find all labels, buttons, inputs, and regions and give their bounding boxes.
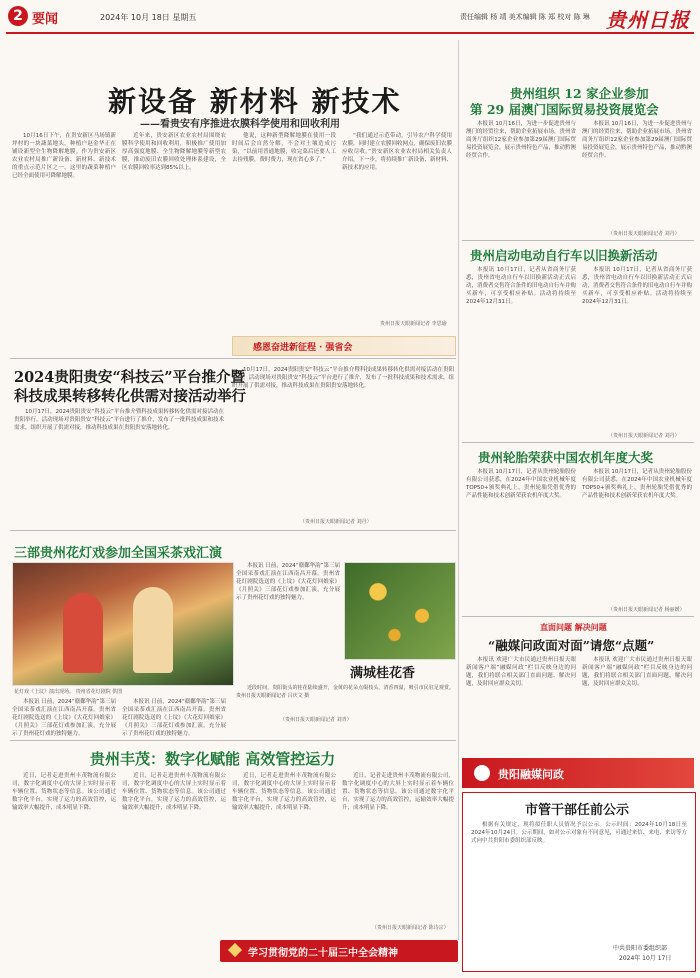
page-number: 2 xyxy=(8,6,28,26)
story3-body-1 xyxy=(12,698,116,736)
story2-headline-1: 2024贵阳贵安“科技云”平台推介暨 xyxy=(14,369,246,386)
right-top-text-1: 本报讯 10月16日，为进一步促进贵州与澳门的经贸往来，帮助企业拓展市场，贵州省商务厅组织12家企业参加第29届澳门国际贸易投资展览会，展示贵州特色产品，推动黔澳经贸合作。 xyxy=(466,121,576,159)
section-divider xyxy=(462,442,694,443)
fengmao-headline: 贵州丰茂：数字化赋能 高效管控运力 xyxy=(90,750,336,768)
fengmao-col-4 xyxy=(342,772,454,922)
performer-figure xyxy=(133,587,173,673)
fengmao-text-2: 近日，记者走进贵州丰茂物流有限公司，数字化调度中心的大屏上实时显示着车辆位置、货物状态等信息。该公司通过数字化平台，实现了运力的高效管控，运输效率大幅提升，成本明显下降。 xyxy=(122,773,226,811)
direct-kicker: 直面问题 解决问题 xyxy=(540,622,607,632)
section-divider xyxy=(10,740,456,741)
story3-text-3: 本报讯 日前，2024“赣鄱华韵”第三届全国采茶戏汇演在江西南昌开幕。贵州省花灯剧院选送的《上坟》《大花灯回娘家》《月照关》三部花灯戏参加汇演，充分展示了贵州花灯戏的独特魅力。 xyxy=(236,563,340,601)
story2-text-2: 10月17日，2024贵阳贵安“科技云”平台推介暨科技成果转移转化供需对接活动在贵阳举行。活动现场对贵阳贵安“科技云”平台进行了推介，发布了一批科技成果和技术需求，组织开展了供需对接，推动科技成果在贵阳贵安落地转化。 xyxy=(232,367,454,389)
ebike-text-2: 本报讯 10月17日，记者从省商务厅获悉，贵州省电动自行车以旧换新活动正式启动，消费者交售符合条件的旧电动自行车并购买新车，可享受相应补贴。活动将持续至2024年12月31日。 xyxy=(582,267,692,305)
story2-body-right xyxy=(232,366,454,516)
osmanthus-title: 满城桂花香 xyxy=(350,666,416,681)
lead-column-2 xyxy=(122,132,226,342)
story2-text: 10月17日，2024贵阳贵安“科技云”平台推介暨科技成果转移转化供需对接活动在贵阳举行。活动现场对贵阳贵安“科技云”平台进行了推介，发布了一批科技成果和技术需求，组织开展了供需对接，推动科技成果在贵阳贵安落地转化。 xyxy=(14,409,224,431)
wenzheng-logo-text: 贵阳融媒问政 xyxy=(498,768,564,781)
right-top-headline-2: 第 29 届澳门国际贸易投资展览会 xyxy=(470,102,659,117)
notice-box xyxy=(462,792,696,972)
story2-byline: （贵州日报天眼新闻记者 刘丹） xyxy=(300,519,372,525)
story3-caption: 花灯戏《上坟》演出现场。 贵州省花灯剧院 供图 xyxy=(14,689,123,695)
fengmao-byline: （贵州日报天眼新闻记者 陈诗宗） xyxy=(372,925,449,931)
fengmao-text-1: 近日，记者走进贵州丰茂物流有限公司，数字化调度中心的大屏上实时显示着车辆位置、货物状态等信息。该公司通过数字化平台，实现了运力的高效管控，运输效率大幅提升，成本明显下降。 xyxy=(12,773,116,811)
fengmao-text-3: 近日，记者走进贵州丰茂物流有限公司，数字化调度中心的大屏上实时显示着车辆位置、货物状态等信息。该公司通过数字化平台，实现了运力的高效管控，运输效率大幅提升，成本明显下降。 xyxy=(232,773,336,811)
osmanthus-photo xyxy=(344,562,456,660)
wenzheng-banner xyxy=(462,758,694,788)
notice-signature: 中共贵阳市委组织部 xyxy=(613,945,668,952)
tire-text-1: 本报讯 10月17日，记者从贵州轮胎股份有限公司获悉，在2024年中国农业机械年度TOP50+颁奖典礼上，贵州轮胎凭借优秀的产品性能和技术创新荣获农机年度大奖。 xyxy=(466,469,576,499)
fengmao-col-2 xyxy=(122,772,226,932)
notice-title: 市管干部任前公示 xyxy=(525,803,630,818)
bottom-theme-text: 学习贯彻党的二十届三中全会精神 xyxy=(248,948,398,959)
tire-text-2: 本报讯 10月17日，记者从贵州轮胎股份有限公司获悉，在2024年中国农业机械年度TOP50+颁奖典礼上，贵州轮胎凭借优秀的产品性能和技术创新荣获农机年度大奖。 xyxy=(582,469,692,499)
tire-col-1 xyxy=(466,468,576,612)
story3-text: 本报讯 日前，2024“赣鄱华韵”第三届全国采茶戏汇演在江西南昌开幕。贵州省花灯剧院选送的《上坟》《大花灯回娘家》《月照关》三部花灯戏参加汇演，充分展示了贵州花灯戏的独特魅力。 xyxy=(12,699,116,736)
fengmao-text-4: 近日，记者走进贵州丰茂物流有限公司，数字化调度中心的大屏上实时显示着车辆位置、货物状态等信息。该公司通过数字化平台，实现了运力的高效管控，运输效率大幅提升，成本明显下降。 xyxy=(342,773,454,811)
section-divider xyxy=(10,530,456,531)
story3-headline: 三部贵州花灯戏参加全国采茶戏汇演 xyxy=(14,546,223,561)
tire-col-2 xyxy=(582,468,692,606)
tire-byline: （贵州日报天眼新闻记者 杨丽媛） xyxy=(608,607,685,613)
fengmao-col-3 xyxy=(232,772,336,932)
right-top-col-2 xyxy=(582,120,692,230)
ebike-col-2 xyxy=(582,266,692,430)
direct-col-1 xyxy=(466,656,576,752)
right-top-col-1 xyxy=(466,120,576,236)
lead-text-4: “我们通过示范带动，引导农户科学使用农膜，同时建立农膜回收网点，确保废旧农膜应收尽收。”贵安新区农业农村局相关负责人介绍，下一步，将持续推广新设备、新材料、新技术的应用。 xyxy=(342,133,452,171)
right-top-byline: （贵州日报天眼新闻记者 刘丹） xyxy=(608,231,680,237)
header-rule xyxy=(6,32,694,34)
osmanthus-caption xyxy=(236,684,454,720)
osmanthus-caption-text: 近段时间，贵阳街头的桂花陆续盛开，金黄的花朵点缀枝头，清香四溢，吸引市民驻足观赏。 贵州日报天眼新闻记者 吕庆文 摄 xyxy=(236,685,454,699)
wenzheng-logo-icon xyxy=(474,765,490,781)
ebike-headline: 贵州启动电动自行车以旧换新活动 xyxy=(470,248,658,263)
page-header xyxy=(0,0,700,38)
notice-text: 根据有关规定，现将拟任职人员情况予以公示。公示时间：2024年10月18日至2024年10月24日。公示期间，如对公示对象有不同意见，可通过来信、来电、来访等方式向中共贵阳市委组织部反映。 xyxy=(471,822,687,844)
notice-date: 2024年 10月 17日 xyxy=(619,955,672,962)
tire-headline: 贵州轮胎荣获中国农机年度大奖 xyxy=(478,450,654,465)
lead-text-1: 10月16日下午，在贵安新区马场镇新坪村的一块蔬菜地头，种植户赵金华正在铺设新型全生物降解地膜。作为贵安新区农业农村局推广新设备、新材料、新技术的重点示范片区之一，这里的蔬菜种植户已经全面使用可降解地膜。 xyxy=(12,133,116,179)
lead-text-2: 近年来，贵安新区农业农村局围绕农膜科学使用和回收利用，积极推广使用加厚高强度地膜、全生物降解地膜等新型农膜，推动废旧农膜回收处理体系建设，全区农膜回收率达到85%以上。 xyxy=(122,133,226,171)
section-divider xyxy=(462,616,694,617)
opera-photo xyxy=(12,562,234,686)
story3-text-2: 本报讯 日前，2024“赣鄱华韵”第三届全国采茶戏汇演在江西南昌开幕。贵州省花灯剧院选送的《上坟》《大花灯回娘家》《月照关》三部花灯戏参加汇演，充分展示了贵州花灯戏的独特魅力。 xyxy=(122,699,226,736)
lead-text-3: 他说，这种新型降解地膜在使用一段时间后会自然分解，不会对土壤造成污染，“以前用普通地膜，收完菜后还要人工去捡残膜，费时费力，现在省心多了。” xyxy=(232,133,336,163)
column-divider xyxy=(458,40,459,940)
section-divider xyxy=(10,358,456,359)
lead-subtitle: ——看贵安有序推进农膜科学使用和回收利用 xyxy=(140,119,340,130)
lead-column-3 xyxy=(232,132,336,327)
notice-body xyxy=(471,821,687,933)
lead-byline: 贵州日报天眼新闻记者 李思瑜 xyxy=(380,321,447,327)
ebike-col-1 xyxy=(466,266,576,436)
star-icon xyxy=(228,943,242,957)
lead-column-4 xyxy=(342,132,452,327)
campaign-banner xyxy=(232,336,456,356)
story2-headline-2: 科技成果转移转化供需对接活动举行 xyxy=(14,388,246,405)
issue-date: 2024年 10月 18日 星期五 xyxy=(100,13,197,22)
right-top-text-2: 本报讯 10月16日，为进一步促进贵州与澳门的经贸往来，帮助企业拓展市场，贵州省商务厅组织12家企业参加第29届澳门国际贸易投资展览会，展示贵州特色产品，推动黔澳经贸合作。 xyxy=(582,121,692,159)
section-divider xyxy=(462,240,694,241)
lead-headline: 新设备 新材料 新技术 xyxy=(108,85,402,118)
fengmao-col-1 xyxy=(12,772,116,932)
direct-col-2 xyxy=(582,656,692,752)
lead-column-1 xyxy=(12,132,116,342)
newspaper-logo: 贵州日报 xyxy=(606,8,690,32)
story2-body xyxy=(14,408,224,522)
ebike-text-1: 本报讯 10月17日，记者从省商务厅获悉，贵州省电动自行车以旧换新活动正式启动，消费者交售符合条件的旧电动自行车并购买新车，可享受相应补贴。活动将持续至2024年12月31日。 xyxy=(466,267,576,305)
direct-headline: “融媒问政面对面”请您“点题” xyxy=(488,638,655,653)
story3-byline: （贵州日报天眼新闻记者 刘青） xyxy=(280,717,352,723)
direct-text-2: 本报讯 欢迎广大市民通过贵州日报天眼新闻客户端“融媒问政”栏目反映身边的问题，我们将联合相关部门直面问题、解决问题，及时回应群众关切。 xyxy=(582,657,692,687)
bottom-theme-band xyxy=(220,940,458,962)
ebike-byline: （贵州日报天眼新闻记者 刘丹） xyxy=(608,433,680,439)
story3-body-2 xyxy=(122,698,226,736)
performer-figure xyxy=(63,593,103,673)
right-top-headline-1: 贵州组织 12 家企业参加 xyxy=(510,86,649,101)
campaign-banner-text: 感恩奋进新征程 · 强省会 xyxy=(253,343,353,353)
section-name: 要闻 xyxy=(32,12,59,27)
direct-text-1: 本报讯 欢迎广大市民通过贵州日报天眼新闻客户端“融媒问政”栏目反映身边的问题，我们将联合相关部门直面问题、解决问题，及时回应群众关切。 xyxy=(466,657,576,687)
editor-credits: 责任编辑 杨 靖 美术编辑 陈 郑 校对 陈 琳 xyxy=(460,13,590,21)
